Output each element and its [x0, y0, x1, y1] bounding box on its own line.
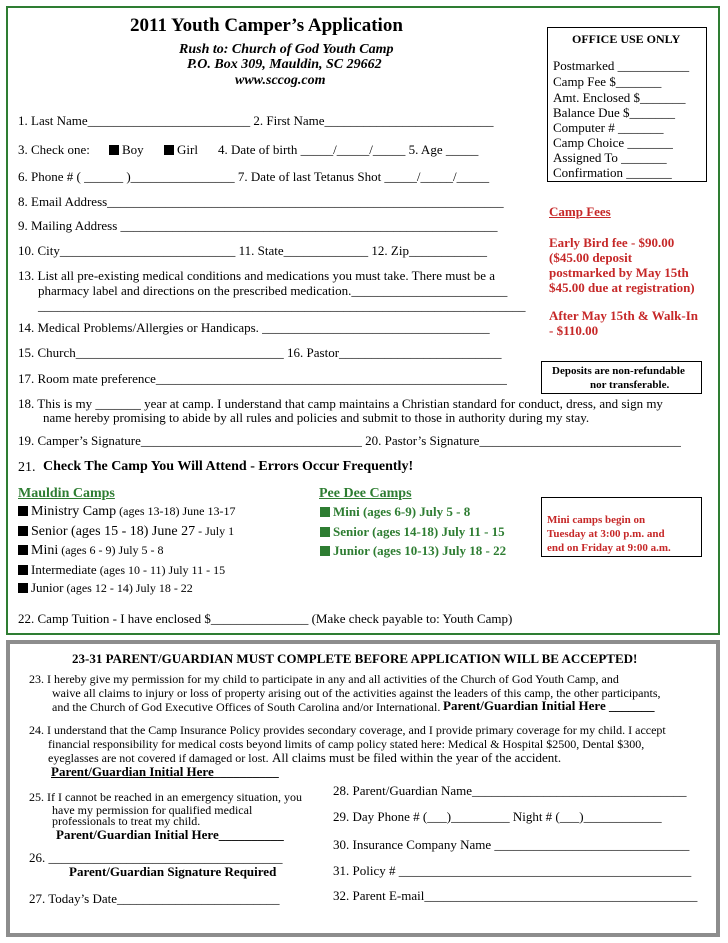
p30-insurance[interactable]: 30. Insurance Company Name ______________________________: [333, 837, 690, 852]
field-21-number: 21.: [18, 460, 36, 475]
mini-camp-note-box: [541, 497, 702, 557]
p23-line-3: and the Church of God Executive Offices of South Carolina and/or International.: [52, 700, 441, 714]
parent-section-heading: 23-31 PARENT/GUARDIAN MUST COMPLETE BEFORE APPLICATION WILL BE ACCEPTED!: [72, 651, 638, 666]
p24-line-3: eyeglasses are not covered if damaged or lost.: [48, 751, 269, 765]
camp-fees-line-3: postmarked by May 15th: [549, 265, 689, 280]
option-label: Junior: [31, 580, 64, 595]
mini-note-line-3: end on Friday at 9:00 a.m.: [547, 542, 671, 554]
camp-select-heading: Check The Camp You Will Attend - Errors Occur Frequently!: [43, 459, 414, 474]
option-detail: (ages 13-18) June 13-17: [116, 504, 236, 518]
checkbox-boy[interactable]: [109, 143, 144, 156]
field-year-at-camp[interactable]: 18. This is my _______ year at camp. I understand that camp maintains a Christian standard for conduct, dress, and sign my: [18, 396, 663, 411]
field-church-pastor[interactable]: 15. Church________________________________ 16. Pastor_________________________: [18, 345, 502, 360]
p26-signature-line[interactable]: 26. ____________________________________: [29, 850, 283, 865]
peedee-option-senior[interactable]: [320, 525, 505, 538]
option-label: Ministry Camp: [31, 504, 117, 519]
option-label: Senior (ages 15 - 18) June 27: [31, 524, 196, 539]
office-line-assigned: Assigned To _______: [553, 150, 667, 165]
form-title: 2011 Youth Camper’s Application: [130, 15, 403, 36]
field-signatures[interactable]: 19. Camper’s Signature__________________________________ 20. Pastor’s Signature_______________________________: [18, 433, 681, 448]
deposits-box: [541, 361, 702, 394]
camp-fees-line-6: After May 15th & Walk-In: [549, 308, 699, 323]
p24-initial-label: Parent/Guardian Initial Here: [51, 764, 214, 779]
checkbox-boy-label: Boy: [122, 142, 144, 157]
option-label: Intermediate: [31, 562, 97, 577]
option-detail: (ages 10 - 11) July 11 - 15: [96, 563, 226, 577]
mini-note-line-2: Tuesday at 3:00 p.m. and: [547, 528, 665, 540]
mauldin-option-intermediate[interactable]: [18, 563, 225, 576]
office-use-heading: OFFICE USE ONLY: [572, 32, 681, 46]
option-detail: (ages 12 - 14) July 18 - 22: [63, 581, 193, 595]
field-medical-conditions-line2[interactable]: pharmacy label and directions on the prescribed medication.________________________: [38, 283, 508, 298]
p24-initial[interactable]: [51, 765, 279, 778]
field-medical-conditions-line3[interactable]: ___________________________________________________________________________: [38, 298, 526, 313]
checkbox-girl-box[interactable]: [164, 145, 174, 155]
field-year-at-camp-line2: name hereby promising to abide by all rules and policies and submit to those in authority during my stay.: [43, 410, 590, 425]
field-city-state-zip[interactable]: 10. City___________________________ 11. State_____________ 12. Zip____________: [18, 243, 487, 258]
camp-fees-heading: Camp Fees: [549, 204, 611, 219]
office-line-confirmation: Confirmation _______: [553, 165, 672, 180]
address-line: P.O. Box 309, Mauldin, SC 29662: [187, 57, 382, 72]
field-phone-tetanus[interactable]: 6. Phone # ( ______ )________________ 7. Date of last Tetanus Shot _____/_____/_____: [18, 169, 490, 184]
camp-fees-line-4: $45.00 due at registration): [549, 280, 695, 295]
p24-initial-blank[interactable]: __________: [213, 764, 279, 779]
field-email[interactable]: 8. Email Address_____________________________________________________________: [18, 194, 504, 209]
field-medical-conditions: 13. List all pre-existing medical conditions and medications you must take. There must be a: [18, 268, 496, 283]
p25-initial-label: Parent/Guardian Initial Here: [56, 827, 219, 842]
camp-fees-line-2: ($45.00 deposit: [549, 250, 633, 265]
office-line-amt-enclosed: Amt. Enclosed $_______: [553, 90, 686, 105]
p25-initial[interactable]: [56, 828, 284, 841]
office-line-postmarked: Postmarked ___________: [553, 58, 690, 73]
checkbox-icon[interactable]: [320, 507, 330, 517]
p31-policy[interactable]: 31. Policy # _____________________________________________: [333, 863, 692, 878]
deposits-line-2: nor transferable.: [590, 379, 670, 391]
mauldin-camps-heading: Mauldin Camps: [18, 486, 115, 501]
office-line-camp-choice: Camp Choice _______: [553, 135, 673, 150]
field-tuition[interactable]: 22. Camp Tuition - I have enclosed $_______________ (Make check payable to: Youth Camp): [18, 611, 513, 626]
checkbox-icon[interactable]: [18, 565, 28, 575]
p32-parent-email[interactable]: 32. Parent E-mail__________________________________________: [333, 888, 698, 903]
deposits-line-1: Deposits are non-refundable: [552, 365, 685, 377]
rush-line: Rush to: Church of God Youth Camp: [179, 42, 394, 57]
office-line-balance: Balance Due $_______: [553, 105, 676, 120]
option-label: Mini: [31, 543, 59, 558]
office-use-box: [547, 27, 707, 182]
p26-signature-label: Parent/Guardian Signature Required: [69, 864, 277, 879]
p25-initial-blank[interactable]: __________: [218, 827, 284, 842]
camp-fees-line-7: - $110.00: [549, 323, 599, 338]
p24-line-1: 24. I understand that the Camp Insurance Policy provides secondary coverage, and I provide primary coverage for my child. I accept: [29, 723, 666, 737]
checkbox-boy-box[interactable]: [109, 145, 119, 155]
field-name[interactable]: 1. Last Name_________________________ 2. First Name__________________________: [18, 113, 494, 128]
checkbox-icon[interactable]: [18, 506, 28, 516]
checkbox-icon[interactable]: [18, 583, 28, 593]
p28-parent-name[interactable]: 28. Parent/Guardian Name_________________________________: [333, 783, 687, 798]
option-label: Mini (ages 6-9) July 5 - 8: [333, 504, 471, 519]
p25-line-3: professionals to treat my child.: [52, 814, 201, 828]
p23-initial[interactable]: Parent/Guardian Initial Here _______: [443, 698, 655, 713]
checkbox-icon[interactable]: [18, 526, 28, 536]
mini-note-line-1: Mini camps begin on: [547, 514, 646, 526]
checkbox-icon[interactable]: [320, 546, 330, 556]
p24-line-2: financial responsibility for medical costs beyond limits of camp policy stated here: Medical & Hospital $2500, Dental $300,: [48, 737, 645, 751]
mauldin-option-senior[interactable]: [18, 525, 234, 539]
checkbox-girl[interactable]: [164, 143, 198, 156]
peedee-option-junior[interactable]: [320, 544, 506, 557]
p24-line-4: All claims must be filed within the year of the accident.: [272, 750, 562, 765]
checkbox-girl-label: Girl: [177, 142, 198, 157]
p23-line-1: 23. I hereby give my permission for my child to participate in any and all activities of the Church of God Youth Camp, and: [29, 672, 619, 686]
option-detail: - July 1: [195, 524, 235, 538]
field-dob-age[interactable]: 4. Date of birth _____/_____/_____ 5. Age _____: [218, 142, 479, 157]
p25-line-1: 25. If I cannot be reached in an emergency situation, you: [29, 790, 303, 804]
field-check-one-label: 3. Check one:: [18, 142, 90, 157]
option-label: Junior (ages 10-13) July 18 - 22: [333, 543, 507, 558]
office-line-computer: Computer # _______: [553, 120, 664, 135]
website-line: www.sccog.com: [235, 73, 326, 88]
p29-phones[interactable]: 29. Day Phone # (___)_________ Night # (___)____________: [333, 809, 662, 824]
checkbox-icon[interactable]: [320, 527, 330, 537]
office-line-camp-fee: Camp Fee $_______: [553, 74, 662, 89]
mauldin-option-mini[interactable]: [18, 544, 164, 558]
field-mailing-address[interactable]: 9. Mailing Address __________________________________________________________: [18, 218, 498, 233]
peedee-camps-heading: Pee Dee Camps: [319, 486, 412, 501]
peedee-option-mini[interactable]: [320, 505, 470, 518]
p27-date[interactable]: 27. Today’s Date_________________________: [29, 891, 280, 906]
option-detail: (ages 6 - 9) July 5 - 8: [58, 543, 164, 557]
p23-line-2: waive all claims to injury or loss of property arising out of the activities against the leaders of this camp, the other participants,: [52, 686, 661, 700]
p25-line-2: have my permission for qualified medical: [52, 803, 253, 817]
field-roommate[interactable]: 17. Room mate preference______________________________________________________: [18, 371, 507, 386]
camp-fees-line-1: Early Bird fee - $90.00: [549, 235, 675, 250]
option-label: Senior (ages 14-18) July 11 - 15: [333, 524, 505, 539]
checkbox-icon[interactable]: [18, 545, 28, 555]
mauldin-option-junior[interactable]: [18, 581, 193, 594]
field-medical-problems[interactable]: 14. Medical Problems/Allergies or Handicaps. ___________________________________: [18, 320, 490, 335]
mauldin-option-ministry[interactable]: [18, 505, 235, 519]
